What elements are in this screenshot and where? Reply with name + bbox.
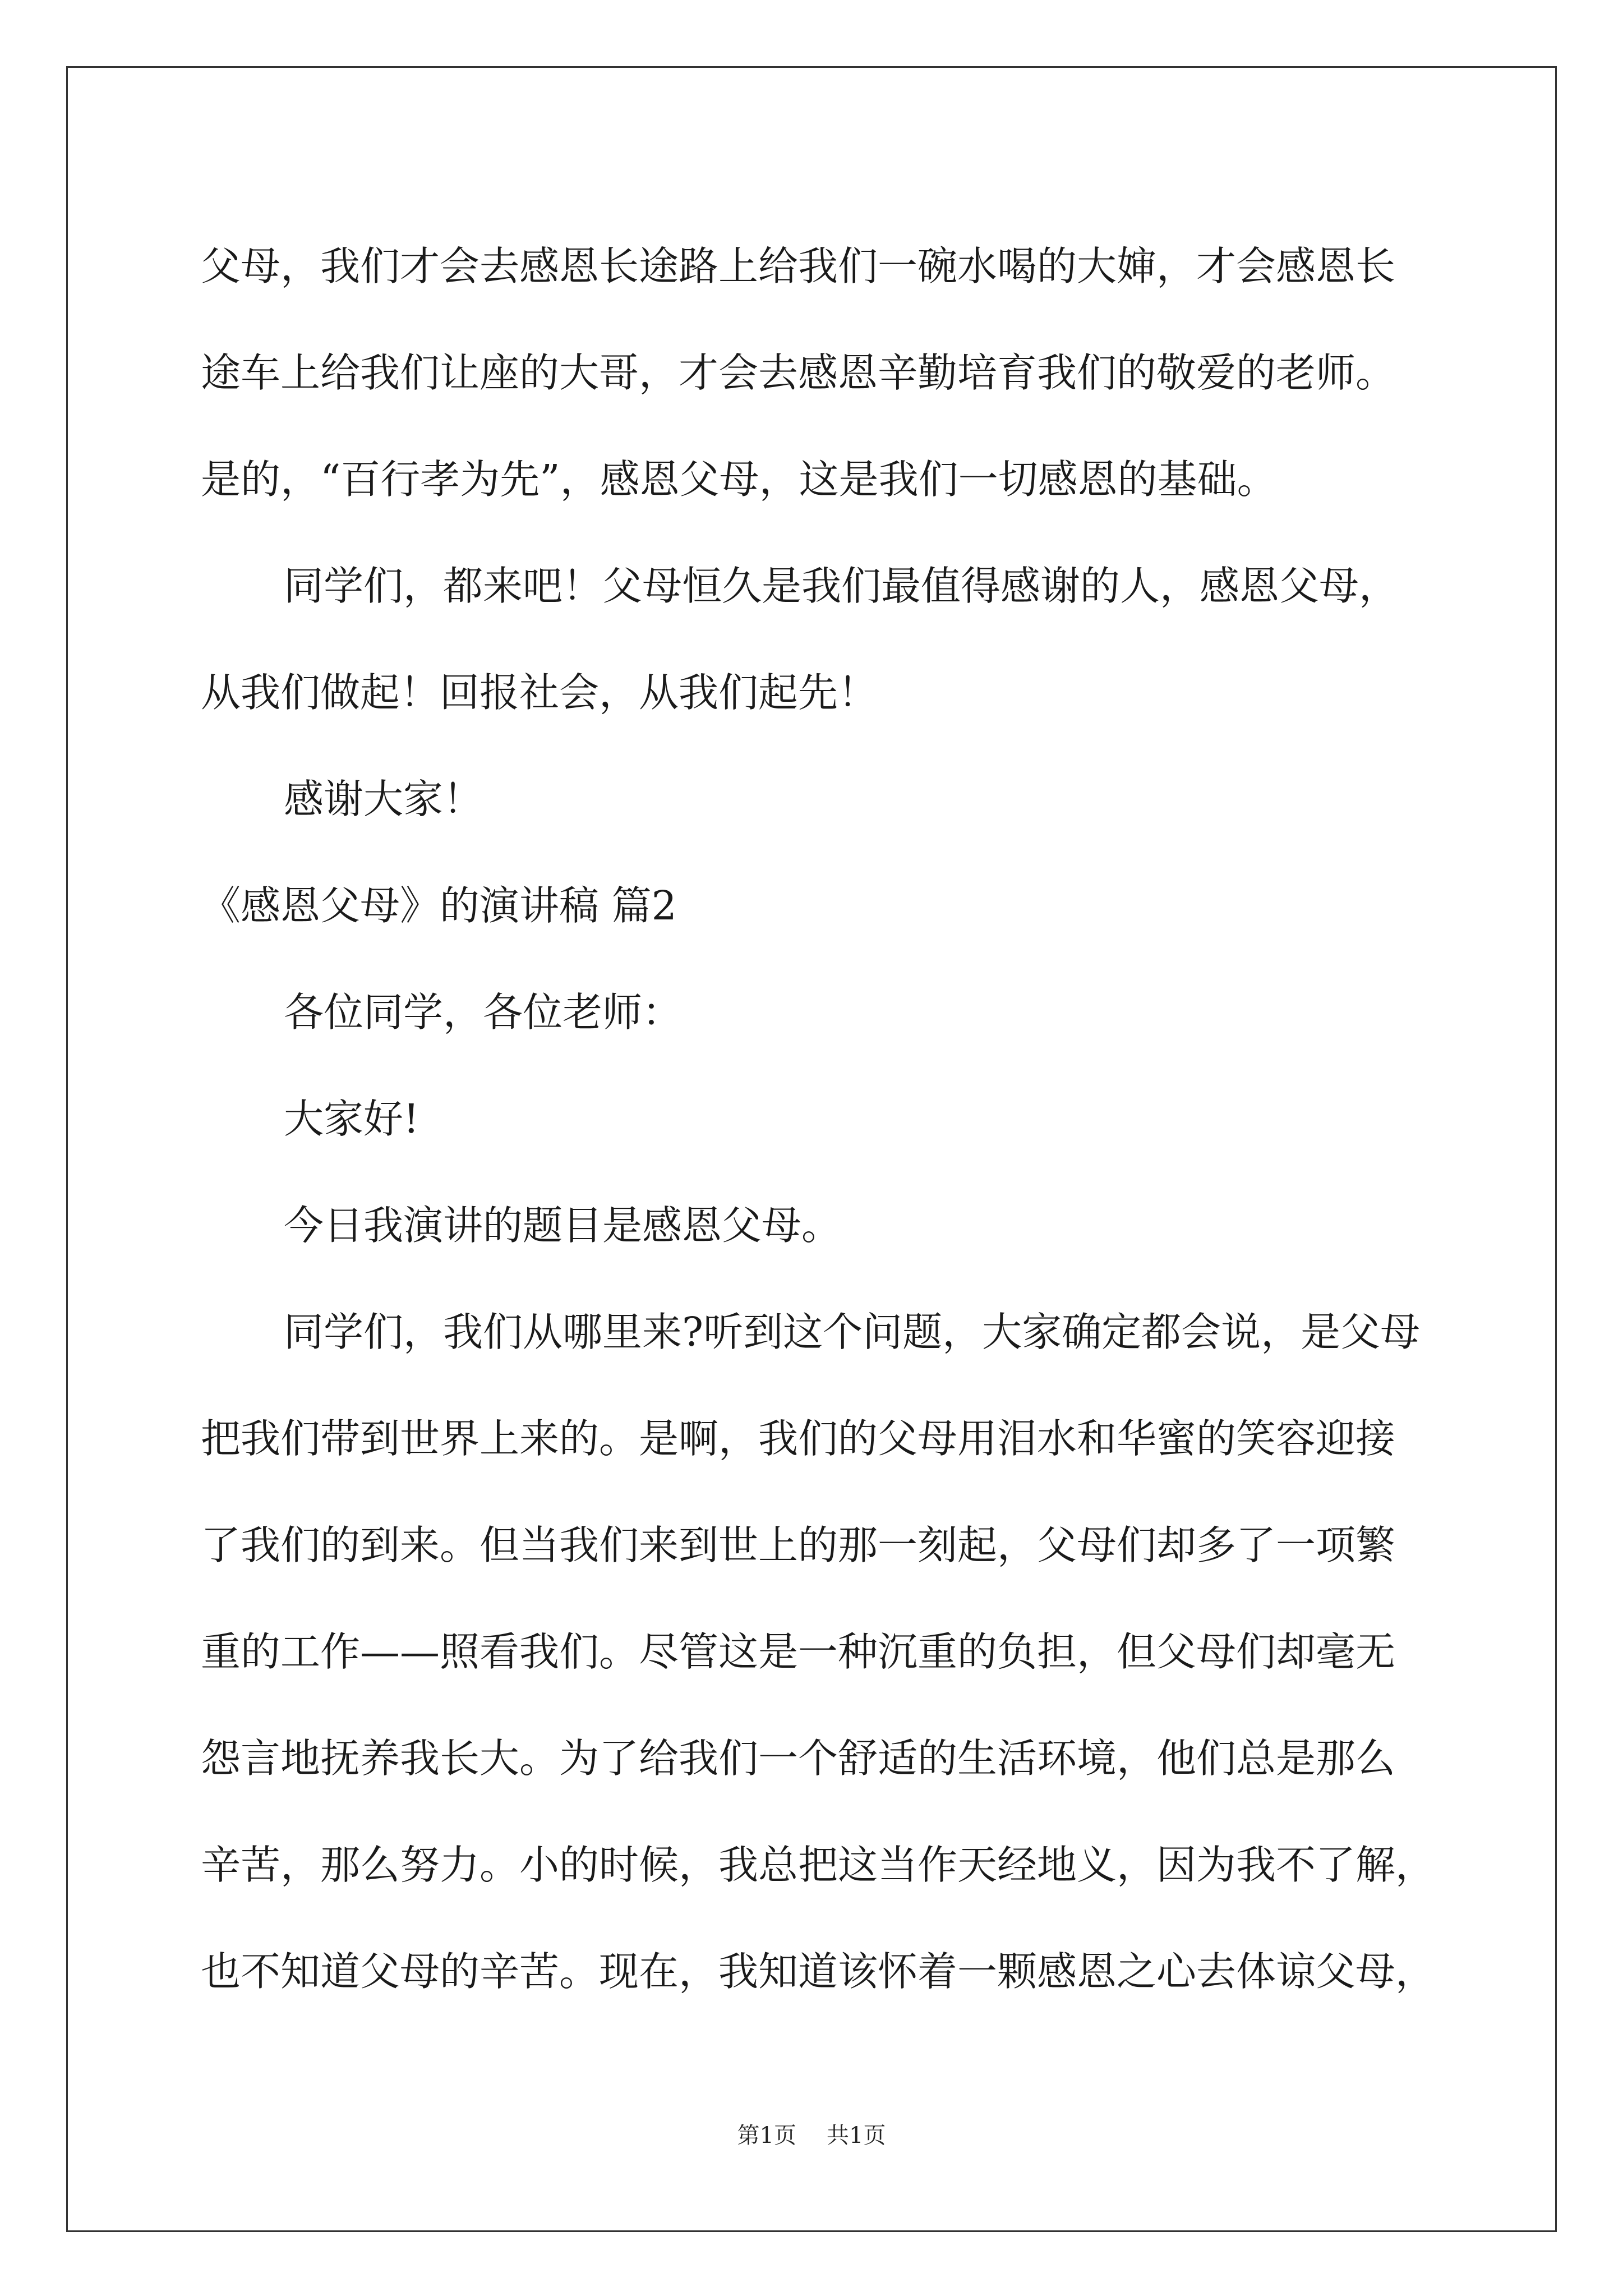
text-line-1: 父母，我们才会去感恩长途路上给我们一碗水喝的大婶，才会感恩长	[201, 243, 1396, 289]
text-line-10: 今日我演讲的题目是感恩父母。	[284, 1202, 842, 1249]
document-body	[201, 213, 1435, 2025]
text-line-9: 大家好!	[284, 1096, 419, 1142]
text-line-12: 把我们带到世界上来的。是啊，我们的父母用泪水和华蜜的笑容迎接	[201, 1415, 1396, 1462]
page-footer	[0, 2122, 1623, 2150]
text-line-15: 怨言地抚养我长大。为了给我们一个舒适的生活环境，他们总是那么	[201, 1735, 1396, 1782]
text-line-14: 重的工作——照看我们。尽管这是一种沉重的负担，但父母们却毫无	[201, 1628, 1396, 1675]
text-line-6: 感谢大家！	[284, 776, 483, 822]
page-total: 共1页	[827, 2123, 886, 2148]
page-number: 第1页	[737, 2123, 796, 2148]
text-line-2: 途车上给我们让座的大哥，才会去感恩辛勤培育我们的敬爱的老师。	[201, 349, 1396, 396]
text-line-5: 从我们做起！回报社会，从我们起先！	[201, 669, 878, 716]
text-line-13: 了我们的到来。但当我们来到世上的那一刻起，父母们却多了一项繁	[201, 1522, 1396, 1568]
text-line-16: 辛苦，那么努力。小的时候，我总把这当作天经地义，因为我不了解，	[201, 1842, 1436, 1888]
text-line-11: 同学们，我们从哪里来?听到这个问题，大家确定都会说，是父母	[284, 1309, 1421, 1355]
text-line-3: 是的，“百行孝为先”，感恩父母，这是我们一切感恩的基础。	[201, 456, 1277, 503]
text-line-4: 同学们，都来吧！父母恒久是我们最值得感谢的人，感恩父母，	[284, 563, 1399, 609]
text-line-17: 也不知道父母的辛苦。现在，我知道该怀着一颗感恩之心去体谅父母，	[201, 1948, 1436, 1995]
section-heading: 《感恩父母》的演讲稿 篇2	[201, 882, 677, 929]
text-line-8: 各位同学，各位老师：	[284, 989, 683, 1036]
